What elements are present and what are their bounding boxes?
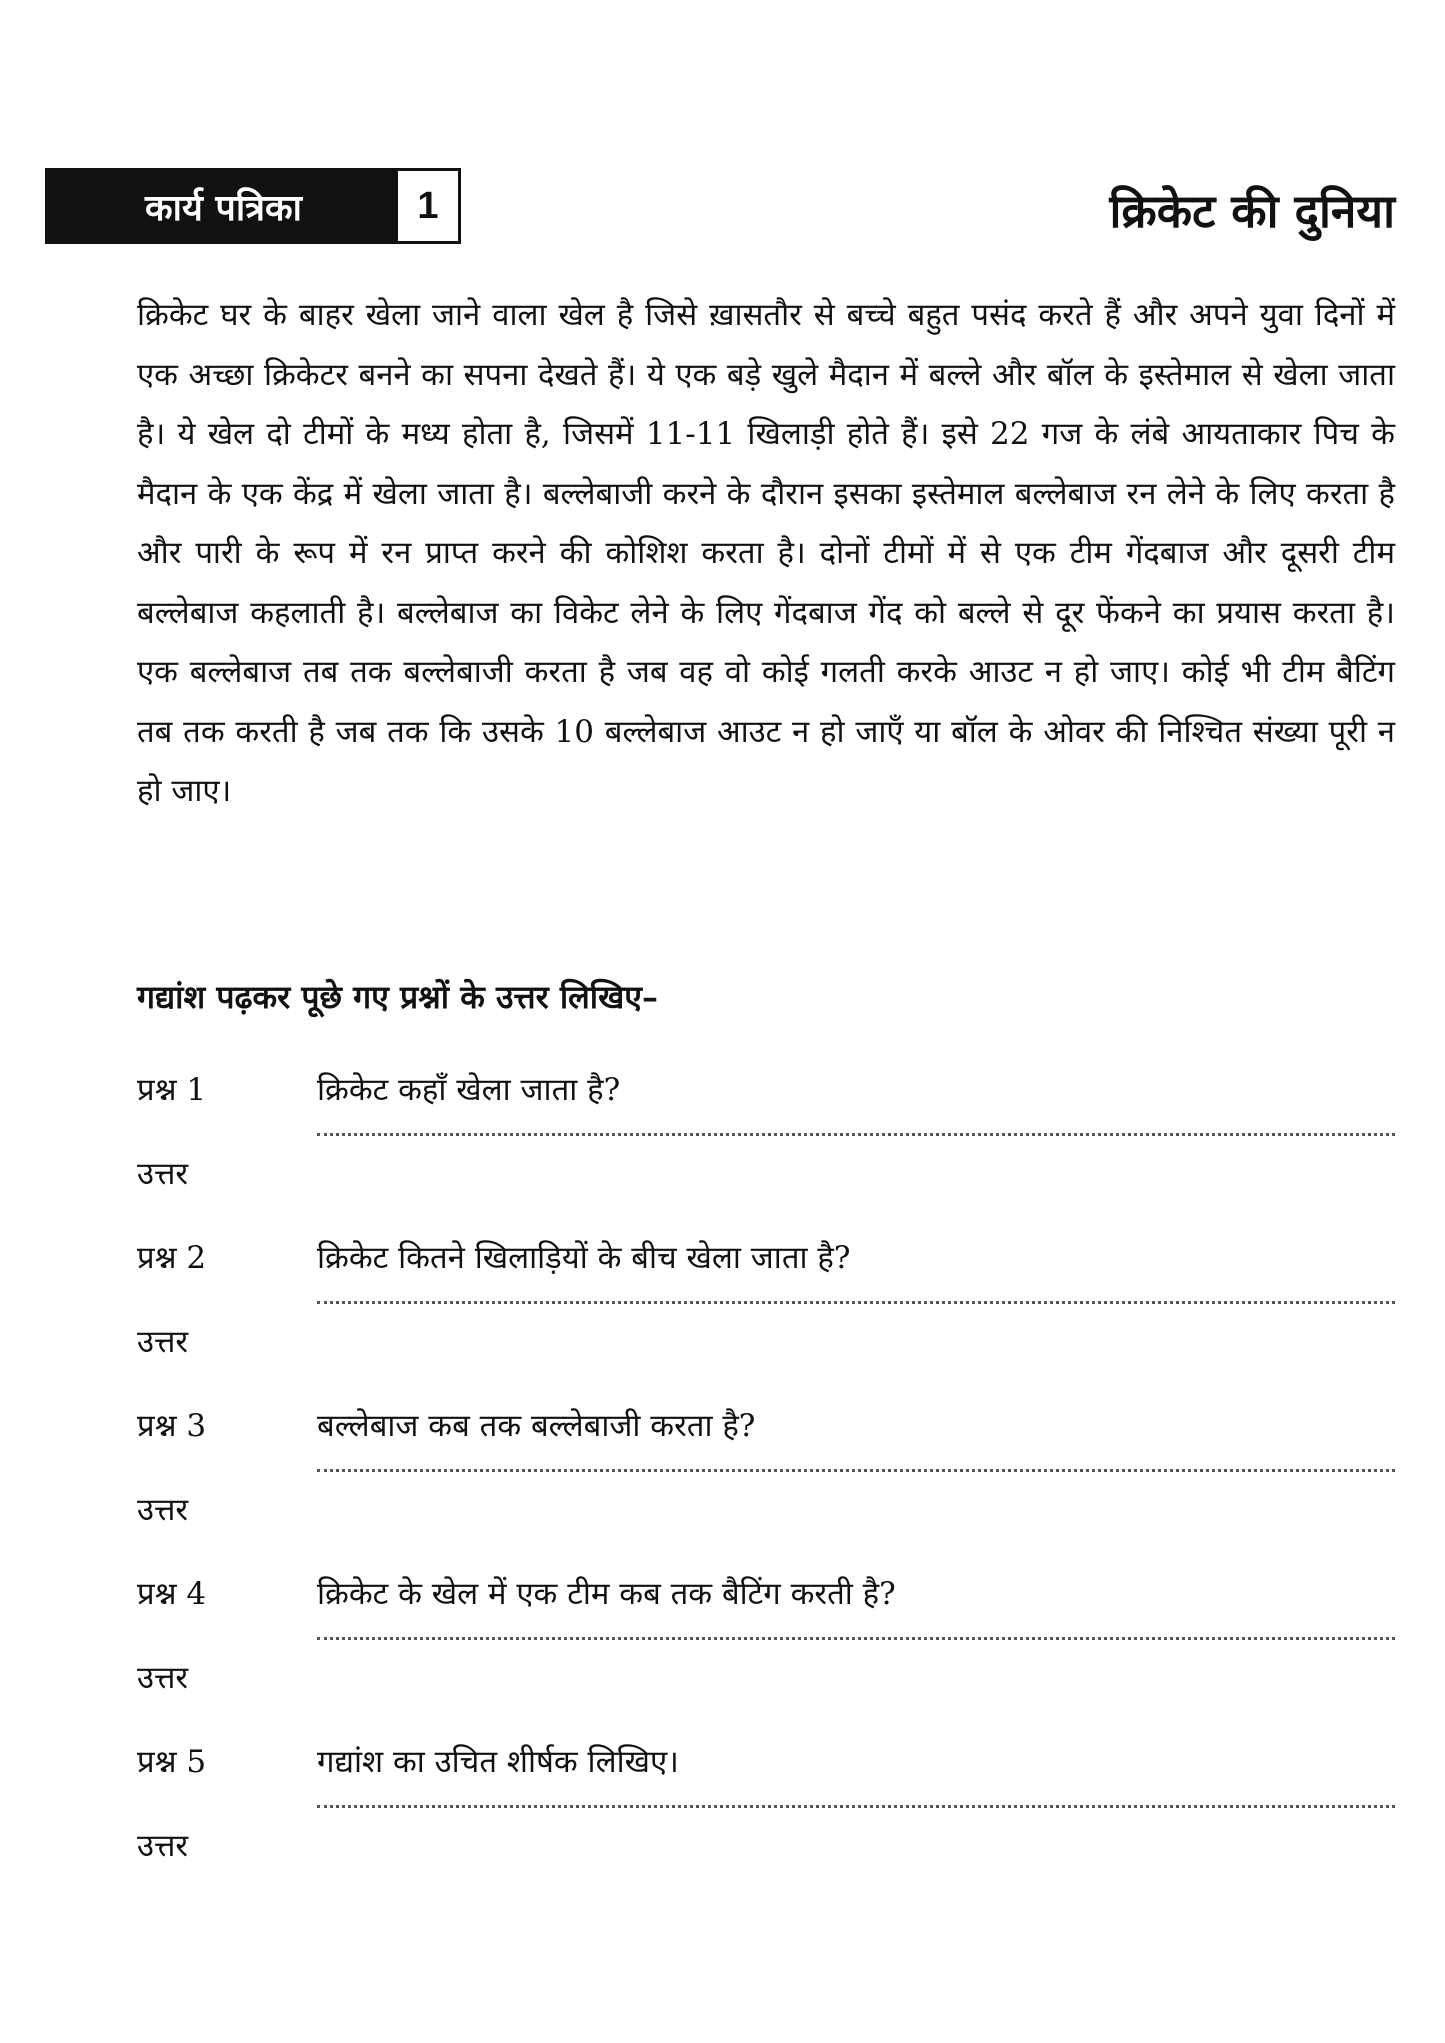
answer-label: उत्तर [137,1828,189,1864]
question-text: क्रिकेट कहाँ खेला जाता है? [317,1072,621,1108]
answer-label: उत्तर [137,1324,189,1360]
answer-line[interactable] [317,1301,1395,1304]
instructions-heading: गद्यांश पढ़कर पूछे गए प्रश्नों के उत्तर लिखिए– [137,978,658,1016]
question-block-5 [137,1732,1395,1900]
question-text: बल्लेबाज कब तक बल्लेबाजी करता है? [317,1408,756,1444]
worksheet-number: 1 [395,168,461,244]
answer-line[interactable] [317,1469,1395,1472]
question-text: गद्यांश का उचित शीर्षक लिखिए। [317,1744,679,1780]
reading-passage: क्रिकेट घर के बाहर खेला जाने वाला खेल है जिसे ख़ासतौर से बच्चे बहुत पसंद करते हैं और अपने युवा दिनों में एक अच्छा क्रिकेटर बनने का सपना देखते हैं। ये एक बड़े खुले मैदान में बल्ले और बॉल के इस्तेमाल से खेला जाता है। ये खेल दो टीमों के मध्य होता है, जिसमें 11-11 खिलाड़ी होते हैं। इसे 22 गज के लंबे आयताकार पिच के मैदान के एक केंद्र में खेला जाता है। बल्लेबाजी करने के दौरान इसका इस्तेमाल बल्लेबाज रन लेने के लिए करता है और पारी के रूप में रन प्राप्त करने की कोशिश करता है। दोनों टीमों में से एक टीम गेंदबाज और दूसरी टीम बल्लेबाज कहलाती है। बल्लेबाज का विकेट लेने के लिए गेंदबाज गेंद को बल्ले से दूर फेंकने का प्रयास करता है। एक बल्लेबाज तब तक बल्लेबाजी करता है जब वह वो कोई गलती करके आउट न हो जाए। कोई भी टीम बैटिंग तब तक करती है जब तक कि उसके 10 बल्लेबाज आउट न हो जाएँ या बॉल के ओवर की निश्चित संख्या पूरी न हो जाए। [137,297,1395,809]
answer-label: उत्तर [137,1492,189,1528]
question-text: क्रिकेट कितने खिलाड़ियों के बीच खेला जाता है? [317,1240,851,1276]
question-label: प्रश्न 3 [137,1408,207,1444]
answer-line[interactable] [317,1805,1395,1808]
answer-line[interactable] [317,1133,1395,1136]
question-block-2 [137,1228,1395,1396]
answer-line[interactable] [317,1637,1395,1640]
answer-label: उत्तर [137,1660,189,1696]
question-block-1 [137,1060,1395,1228]
question-label: प्रश्न 1 [137,1072,207,1108]
answer-label: उत्तर [137,1156,189,1192]
question-label: प्रश्न 4 [137,1576,207,1612]
worksheet-label: कार्य पत्रिका [45,168,395,244]
question-label: प्रश्न 2 [137,1240,207,1276]
page-title: क्रिकेट की दुनिया [1109,184,1395,238]
worksheet-header [45,168,461,244]
question-label: प्रश्न 5 [137,1744,207,1780]
question-text: क्रिकेट के खेल में एक टीम कब तक बैटिंग करती है? [317,1576,896,1612]
question-block-4 [137,1564,1395,1732]
question-block-3 [137,1396,1395,1564]
